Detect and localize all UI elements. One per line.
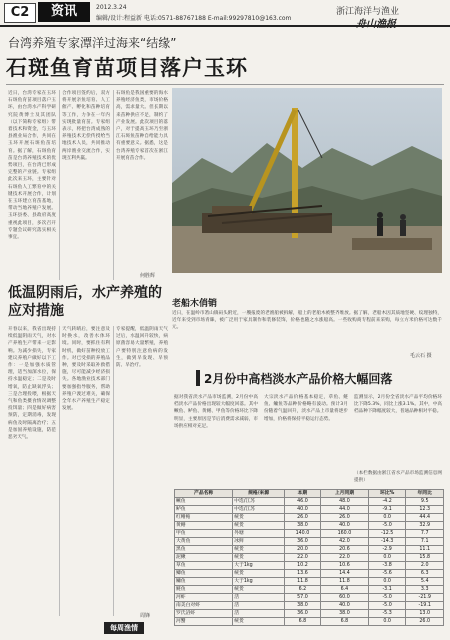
table-row	[175, 602, 444, 610]
table-cell: 40.0	[284, 506, 320, 514]
table-cell: 河蟹	[175, 618, 233, 626]
table-cell: -2.9	[368, 546, 406, 554]
table-row	[175, 594, 444, 602]
table-cell: 38.0	[284, 522, 320, 530]
table-cell: 14.4	[320, 570, 368, 578]
table-cell: 鳙鱼	[175, 578, 233, 586]
table-cell: 140.0	[284, 530, 320, 538]
table-row	[175, 570, 444, 578]
headline-rule	[6, 84, 444, 85]
table-cell: 鲈鱼	[175, 506, 233, 514]
table-cell: 6.4	[320, 586, 368, 594]
table-cell: 22.0	[284, 554, 320, 562]
photo-credit: 毛云石 摄	[410, 353, 432, 359]
table-cell: 10.6	[320, 562, 368, 570]
table-cell: 7.1	[406, 538, 444, 546]
table-cell: 3.3	[406, 586, 444, 594]
table-cell: 36.0	[284, 538, 320, 546]
table-cell: -12.5	[368, 530, 406, 538]
table-cell: -19.1	[406, 602, 444, 610]
article2-col3: 专家提醒，低温阴雨天气过后，水温回升较快，病原菌容易大量繁殖，养殖户要特别注意鱼病的发生，做到早发现、早预防、早治疗。	[116, 327, 168, 369]
header-rule	[0, 25, 450, 27]
table-cell: -3.8	[368, 562, 406, 570]
table-cell: 15.8	[406, 554, 444, 562]
table-cell: 57.0	[284, 594, 320, 602]
table-header: 本期	[284, 490, 320, 498]
table-cell: 20.6	[320, 546, 368, 554]
table-cell: 统货	[233, 514, 285, 522]
table-header: 年同比	[406, 490, 444, 498]
table-cell: 46.0	[284, 498, 320, 506]
article2-title: 低温阴雨后，水产养殖的应对措施	[8, 285, 162, 319]
table-cell: 罗氏沼虾	[175, 610, 233, 618]
table-cell: -4.2	[368, 498, 406, 506]
article3-col3: 监测显示，2月份全省淡水产品平均价格环比下降5.3%，同比上涨3.1%。其中，中高档品种下降幅度较大，普通品种相对平稳。	[354, 395, 442, 415]
table-cell: 泥鳅	[175, 554, 233, 562]
table-cell: 44.0	[320, 506, 368, 514]
table-row	[175, 554, 444, 562]
table-cell: 20.0	[284, 546, 320, 554]
table-row	[175, 498, 444, 506]
table-cell: 河虾	[175, 594, 233, 602]
table-row	[175, 522, 444, 530]
article1-col2: 合作项目签约后，双方将开展亲鱼培育、人工催产、孵化和苗种培育等工作，力争在一年内实现批量育苗。专家组表示，将把台湾成熟的养殖技术无偿传授给当地技术人员，共同推动两岸渔业交流合作，实现互利共赢。	[62, 91, 110, 161]
table-cell: 10.2	[284, 562, 320, 570]
table-cell: 11.8	[284, 578, 320, 586]
table-cell: 大于1kg	[233, 578, 285, 586]
article2-col2: 天气转晴后，要注意及时换水，改善水体环境。同时，要抓住有利时机，做好苗种投放工作。对已受损的养殖品种，要及时采取补救措施，尽可能减少经济损失。各地渔业技术部门要加强指导服务，帮助养殖户渡过难关，确保全年水产养殖生产稳定发展。	[62, 327, 110, 412]
table-cell: 黄鳝	[175, 522, 233, 530]
table-cell: 草鱼	[175, 562, 233, 570]
photo-caption-title: 老船木俏销	[172, 299, 218, 309]
news-photo	[172, 88, 442, 273]
price-table	[174, 489, 444, 626]
article1-title: 石斑鱼育苗项目落户玉环	[6, 56, 248, 80]
table-cell: 大黄鱼	[175, 538, 233, 546]
table-cell: 38.0	[320, 610, 368, 618]
table-row	[175, 610, 444, 618]
table-row	[175, 578, 444, 586]
table-cell: 9.5	[406, 498, 444, 506]
photo-caption-text: 近日，在温岭市箬山镇码头附近，一艘报废的老渔船被拆解，船上的老船木被整齐堆放。据了解，老船木因其质地坚硬、纹理独特，近年来受到市场青睐，被广泛用于家具制作和装修装饰，价格也随之水涨船高。一些收购商专程前来采购，每立方米价格可达数千元。	[172, 311, 442, 330]
table-row	[175, 546, 444, 554]
table-cell: 11.1	[406, 546, 444, 554]
table-cell: 40.0	[320, 522, 368, 530]
table-cell: 2.0	[406, 562, 444, 570]
table-cell: 13.0	[406, 610, 444, 618]
table-cell: 活	[233, 594, 285, 602]
table-cell: 6.3	[406, 570, 444, 578]
table-cell: 26.0	[406, 618, 444, 626]
table-cell: 26.0	[284, 514, 320, 522]
column-divider	[113, 90, 114, 280]
table-row	[175, 538, 444, 546]
editor-info: 编辑/设计:程益新 电话:0571-88767188 E-mail:99297810@163.com	[96, 15, 292, 22]
table-cell: 22.0	[320, 554, 368, 562]
table-cell: 统货	[233, 546, 285, 554]
table-cell: 活	[233, 610, 285, 618]
table-cell: 5.4	[406, 578, 444, 586]
table-cell: -5.0	[368, 522, 406, 530]
article2-col1: 开春以来，我省出现持续低温阴雨天气，对水产养殖生产带来一定影响。为减少损失，专家建议养殖户做好以下工作：一是加强水质管理，适当加深水位，保持水温稳定；二是及时增氧，防止缺氧浮头；三是合理投喂，根据天气和鱼类摄食情况调整投饵量；四是做好病害预防，定期消毒，发现病鱼及时隔离治疗；五是加固养殖设施，防范恶劣天气。	[8, 327, 56, 441]
table-cell: 0.0	[368, 514, 406, 522]
table-header: 环比%	[368, 490, 406, 498]
table-header-row	[175, 490, 444, 498]
table-cell: 0.0	[368, 618, 406, 626]
table-cell: 活	[233, 602, 285, 610]
paper-name	[356, 15, 396, 30]
table-cell: 统货	[233, 554, 285, 562]
table-cell: 南美白对虾	[175, 602, 233, 610]
table-cell: 甲鱼	[175, 530, 233, 538]
table-cell: 6.2	[284, 586, 320, 594]
table-cell: 7.7	[406, 530, 444, 538]
bottom-section-label: 每周渔情	[104, 622, 144, 634]
table-cell: 鲫鱼	[175, 570, 233, 578]
table-row	[175, 562, 444, 570]
table-header: 规格/来源	[233, 490, 285, 498]
article1-col3: 石斑鱼是我国重要的海水养殖经济鱼类，市场价格高，需求量大。但长期以来苗种供应不足，制约了产业发展。此次项目的落户，对于提高玉环乃至浙江石斑鱼苗种自给能力具有重要意义。据悉，这是台湾养殖专家首次在浙江开展育苗合作。	[116, 91, 168, 161]
table-cell: -21.9	[406, 594, 444, 602]
table-row	[175, 514, 444, 522]
article1-subtitle: 台湾养殖专家潭洋过海来“结缘”	[8, 36, 177, 50]
table-cell: 大于1kg	[233, 562, 285, 570]
table-cell: 48.0	[320, 498, 368, 506]
article3-title: 2月份中高档淡水产品价格大幅回落	[204, 372, 393, 386]
table-cell: -5.6	[368, 570, 406, 578]
table-cell: 中选/江苏	[233, 498, 285, 506]
page-name: 浙江海洋与渔业	[336, 7, 400, 17]
table-cell: 6.8	[320, 618, 368, 626]
article3-col2: 大宗淡水产品价格基本稳定，草鱼、鲢鱼、鳙鱼等品种价格略有波动。预计3月份随着气温回升，淡水产品上市量将逐步增加，价格将保持平稳运行态势。	[264, 395, 348, 422]
table-cell: 38.0	[284, 602, 320, 610]
table-cell: 统货	[233, 570, 285, 578]
table-cell: 鳜鱼	[175, 498, 233, 506]
table-row	[175, 530, 444, 538]
article3-source: （本栏数据由浙江省水产品市场监测信息网提供）	[354, 471, 442, 484]
article1-byline: 何胜辉	[140, 273, 156, 279]
table-cell: -5.0	[368, 594, 406, 602]
article1-col1: 近日，台湾专家在玉环石斑鱼育苗项目落户玉环，由台湾水产科学研究院黄博士及其团队（以下简称专家组）带着技术和资金，与玉环县渔业局合作，共同在玉环开展石斑鱼苗培育。据了解，石斑鱼育苗是台湾养殖技术的优势项目，在台湾已形成完整的产业链。专家组此次来玉环，主要针对石斑鱼人工繁育中的关键技术开展合作，计划在玉环建立育苗基地，带动当地养殖户发展。玉环县委、县政府高度重视此项目，多次召开专题会议研究落实相关事宜。	[8, 91, 56, 241]
page-logo: C2	[4, 3, 36, 23]
table-cell: -5.0	[368, 602, 406, 610]
table-cell: 黑鱼	[175, 546, 233, 554]
table-cell: -3.1	[368, 586, 406, 594]
article2-byline: 周锋	[140, 613, 151, 619]
table-cell: 32.9	[406, 522, 444, 530]
table-cell: 42.0	[320, 538, 368, 546]
table-cell: -14.3	[368, 538, 406, 546]
table-cell: 160.0	[320, 530, 368, 538]
table-header: 产品名称	[175, 490, 233, 498]
table-cell: 外塘	[233, 530, 285, 538]
column-divider	[59, 326, 60, 616]
table-cell: 鲢鱼	[175, 586, 233, 594]
article3-col1: 据对我省淡水产品市场监测，2月份中高档淡水产品价格出现较大幅度回落。其中鳜鱼、鲈鱼、黄鳝、甲鱼等价格环比下降明显，主要原因是节后消费需求减弱，市场供应相对充足。	[174, 395, 258, 429]
table-cell: 60.0	[320, 594, 368, 602]
table-cell: 44.4	[406, 514, 444, 522]
table-header: 上月同期	[320, 490, 368, 498]
table-cell: 36.0	[284, 610, 320, 618]
column-divider	[113, 326, 114, 616]
table-cell: 12.3	[406, 506, 444, 514]
table-cell: 0.0	[368, 554, 406, 562]
table-cell: 11.8	[320, 578, 368, 586]
table-cell: 40.0	[320, 602, 368, 610]
table-cell: 统货	[233, 618, 285, 626]
table-cell: -9.1	[368, 506, 406, 514]
table-row	[175, 586, 444, 594]
table-cell: 0.0	[368, 578, 406, 586]
table-cell: 13.6	[284, 570, 320, 578]
table-cell: 统货	[233, 586, 285, 594]
table-cell: 红鳍鲌	[175, 514, 233, 522]
section-label: 资讯	[38, 2, 90, 22]
table-cell: 冰鲜	[233, 538, 285, 546]
section-marker	[196, 370, 200, 386]
table-cell: -5.3	[368, 610, 406, 618]
table-row	[175, 506, 444, 514]
table-cell: 统货	[233, 522, 285, 530]
table-cell: 26.0	[320, 514, 368, 522]
table-row	[175, 618, 444, 626]
table-cell: 中选/江苏	[233, 506, 285, 514]
column-divider	[59, 90, 60, 280]
table-cell: 6.8	[284, 618, 320, 626]
issue-date: 2012.3.24	[96, 4, 127, 11]
